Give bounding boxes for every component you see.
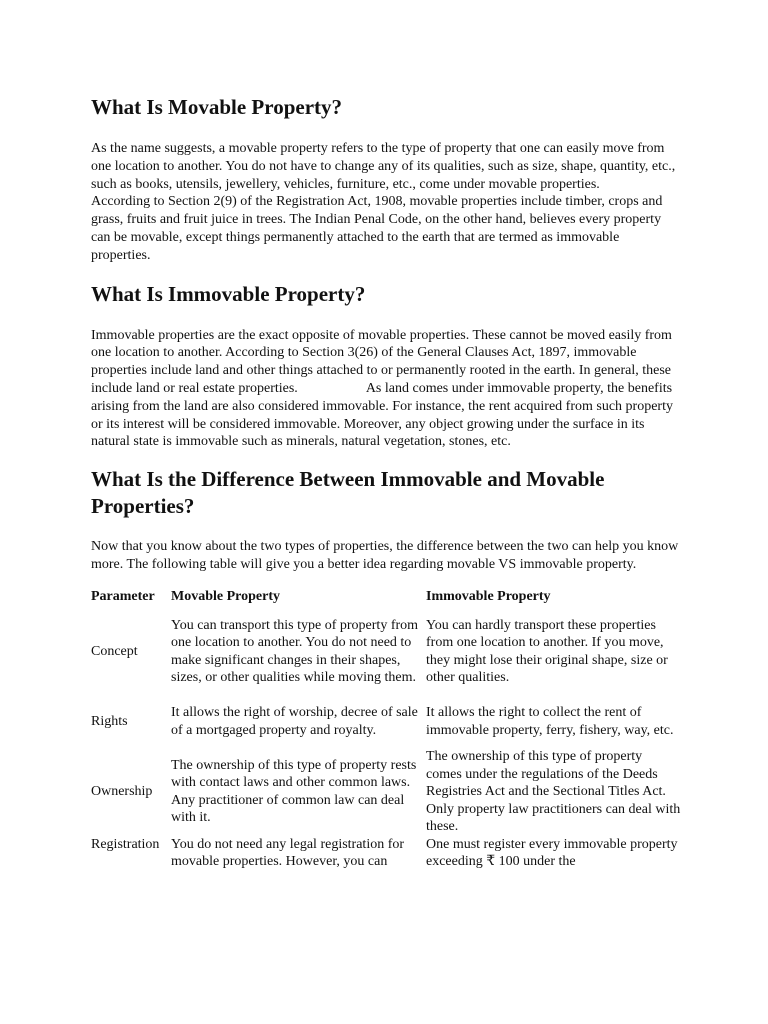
paragraph-movable-property (91, 140, 681, 265)
cell-movable: It allows the right of worship, decree of sale of a mortgaged property and royalty. (171, 705, 418, 738)
document-content (91, 94, 681, 876)
heading-difference: What Is the Difference Between Immovable and Movable Properties? (91, 467, 605, 519)
table-row (91, 608, 681, 696)
paragraph-immovable-part-a: Immovable properties are the exact opposite of movable properties. These cannot be moved easily from one location to another. According to Section 3(26) of the General Clauses Act, 1897, immovable properties include land and other things attached to or permanently rooted in the earth. In general, these include land or real estate properties. (91, 327, 672, 396)
paragraph-difference: Now that you know about the two types of properties, the difference between the two can help you know more. The following table will give you a better idea regarding movable VS immovable property. (91, 539, 679, 572)
paragraph-movable-part-a: As the name suggests, a movable property refers to the type of property that one can easily move from one location to another. You do not have to change any of its qualities, such as size, shape, quantity, etc., such as books, utensils, jewellery, vehicles, furniture, etc., come under movable properties. (91, 141, 676, 192)
heading-immovable-property: What Is Immovable Property? (91, 281, 366, 306)
cell-immovable: It allows the right to collect the rent of immovable property, ferry, fishery, way, etc. (426, 705, 674, 738)
paragraph-immovable-property (91, 327, 681, 452)
cell-immovable: The ownership of this type of property comes under the regulations of the Deeds Registries Act and the Sectional Titles Act. Only property law practitioners can deal with these. (426, 749, 681, 834)
heading-movable-property: What Is Movable Property? (91, 95, 343, 119)
header-parameter: Parameter (91, 589, 155, 604)
cell-parameter: Ownership (91, 784, 153, 799)
header-immovable: Immovable Property (426, 589, 551, 604)
table-row (91, 836, 681, 876)
cell-movable: You can transport this type of property from one location to another. You do not need to make significant changes in their shapes, sizes, or other qualities while moving them. (171, 617, 419, 686)
cell-immovable: You can hardly transport these properties from one location to another. If you move, they might lose their original shape, size or other qualities. (426, 617, 668, 686)
table-row (91, 696, 681, 748)
cell-parameter: Registration (91, 836, 160, 852)
cell-movable: You do not need any legal registration for movable properties. However, you can (171, 836, 405, 870)
cell-immovable: One must register every immovable property exceeding ₹ 100 under the (426, 836, 678, 870)
comparison-table (91, 586, 681, 876)
cell-parameter: Rights (91, 714, 128, 729)
table-row (91, 748, 681, 836)
paragraph-immovable-part-b: As land comes under immovable property, the benefits arising from the land are also considered immovable. For instance, the rent acquired from such property or its interest will be considered immovable. Moreover, any object growing under the surface in its natural state is immovable such as minerals, natural vegetation, stones, etc. (91, 380, 673, 450)
table-header-row (91, 586, 681, 608)
cell-movable: The ownership of this type of property rests with contact laws and other common laws. Any practitioner of common law can deal with it. (171, 757, 417, 826)
cell-parameter: Concept (91, 644, 138, 659)
paragraph-movable-part-b: According to Section 2(9) of the Registration Act, 1908, movable properties include timber, crops and grass, fruits and fruit juice in trees. The Indian Penal Code, on the other hand, believes every property can be movable, except things permanently attached to the earth that are termed as immovable properties. (91, 194, 663, 263)
header-movable: Movable Property (171, 589, 280, 604)
